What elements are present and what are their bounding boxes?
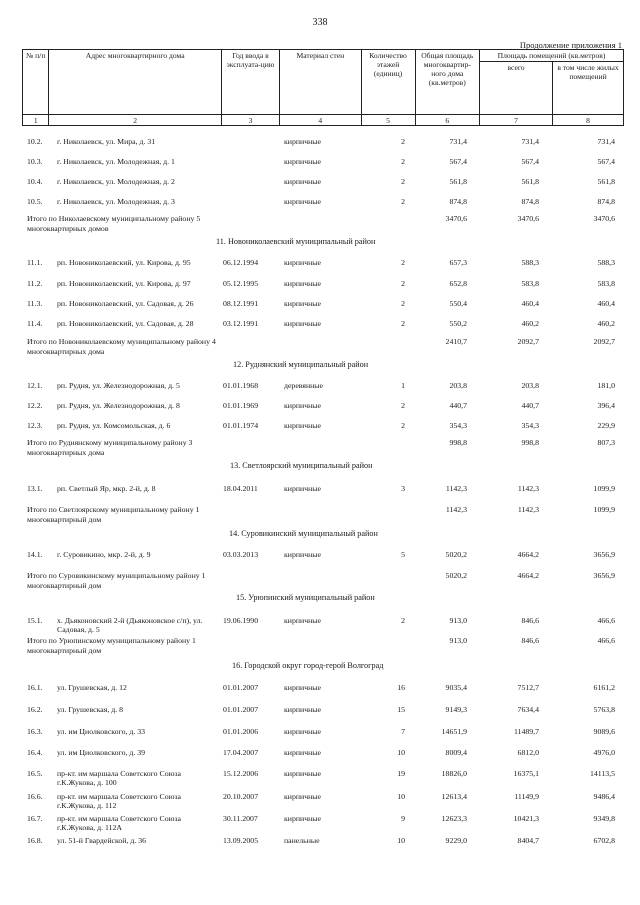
row-year: 17.04.2007	[223, 748, 259, 757]
row-address: ул. им Циолковского, д. 33	[57, 727, 146, 736]
row-number: 13.1.	[27, 484, 43, 493]
row-material: кирпичные	[284, 727, 321, 736]
col-number: 7	[480, 115, 553, 126]
row-material: кирпичные	[284, 279, 321, 288]
section-title: 14. Суровикинский муниципальный район	[229, 529, 378, 538]
row-total-area: 12623,3	[441, 814, 467, 823]
row-floors: 16	[397, 683, 405, 692]
col-number: 3	[221, 115, 279, 126]
total-area: 5020,2	[445, 571, 467, 580]
row-address: пр-кт. им маршала Советского Союза г.К.Жукова, д. 100	[57, 769, 181, 787]
row-address: рп. Новониколаевский, ул. Садовая, д. 28	[57, 319, 194, 328]
total-label: Итого по Николаевскому муниципальному району 5 многоквартирных домов	[27, 214, 201, 233]
col-number: 1	[23, 115, 49, 126]
row-floors: 15	[397, 705, 405, 714]
row-address: ул. 51-й Гвардейской, д. 36	[57, 836, 146, 845]
row-area-all: 203,8	[521, 381, 539, 390]
total-area-all: 1142,3	[517, 505, 539, 514]
row-material: кирпичные	[284, 705, 321, 714]
row-total-area: 1142,3	[445, 484, 467, 493]
row-number: 11.2.	[27, 279, 43, 288]
row-floors: 2	[401, 401, 405, 410]
row-area-all: 16375,1	[513, 769, 539, 778]
row-total-area: 874,8	[449, 197, 467, 206]
page-number: 338	[312, 17, 328, 28]
row-year: 05.12.1995	[223, 279, 259, 288]
row-address: ул. им Циолковского, д. 39	[57, 748, 146, 757]
row-total-area: 440,7	[449, 401, 467, 410]
row-area-all: 567,4	[521, 157, 539, 166]
row-area-residential: 181,0	[597, 381, 615, 390]
row-material: кирпичные	[284, 137, 321, 146]
row-total-area: 14651,9	[441, 727, 467, 736]
row-material: кирпичные	[284, 484, 321, 493]
header-floors: Количество этажей (единиц)	[361, 50, 415, 115]
row-area-residential: 731,4	[597, 137, 615, 146]
row-material: кирпичные	[284, 401, 321, 410]
header-num: № п/п	[23, 50, 49, 115]
row-total-area: 550,4	[449, 299, 467, 308]
total-area-residential: 2092,7	[593, 337, 615, 346]
row-number: 16.2.	[27, 705, 43, 714]
col-number: 2	[49, 115, 221, 126]
row-address: г. Николаевск, ул. Молодежная, д. 3	[57, 197, 175, 206]
row-total-area: 8009,4	[445, 748, 467, 757]
total-area: 3470,6	[445, 214, 467, 223]
header-premises-area: Площадь помещений (кв.метров)	[480, 50, 624, 62]
row-material: кирпичные	[284, 616, 321, 625]
row-area-residential: 9349,8	[593, 814, 615, 823]
row-floors: 10	[397, 792, 405, 801]
row-material: кирпичные	[284, 157, 321, 166]
header-all: всего	[480, 62, 553, 115]
row-total-area: 354,3	[449, 421, 467, 430]
row-area-all: 7512,7	[517, 683, 539, 692]
row-material: кирпичные	[284, 550, 321, 559]
row-material: кирпичные	[284, 748, 321, 757]
row-material: кирпичные	[284, 792, 321, 801]
header-address: Адрес многоквартирного дома	[49, 50, 221, 115]
total-area-residential: 807,3	[597, 438, 615, 447]
row-total-area: 9229,0	[445, 836, 467, 845]
table-header	[22, 49, 624, 126]
row-area-all: 583,8	[521, 279, 539, 288]
row-address: рп. Новониколаевский, ул. Кирова, д. 97	[57, 279, 191, 288]
total-area-all: 998,8	[521, 438, 539, 447]
total-area-all: 2092,7	[517, 337, 539, 346]
row-area-residential: 1099,9	[593, 484, 615, 493]
row-area-all: 846,6	[521, 616, 539, 625]
col-number: 5	[361, 115, 415, 126]
row-area-all: 8404,7	[517, 836, 539, 845]
row-material: кирпичные	[284, 299, 321, 308]
row-area-residential: 588,3	[597, 258, 615, 267]
row-address: г. Николаевск, ул. Молодежная, д. 1	[57, 157, 175, 166]
total-area-residential: 1099,9	[593, 505, 615, 514]
row-total-area: 652,8	[449, 279, 467, 288]
row-number: 16.7.	[27, 814, 43, 823]
row-address: рп. Рудня, ул. Железнодорожная, д. 5	[57, 381, 180, 390]
row-area-residential: 396,4	[597, 401, 615, 410]
row-area-all: 1142,3	[517, 484, 539, 493]
row-material: кирпичные	[284, 683, 321, 692]
section-title: 11. Новониколаевский муниципальный район	[216, 237, 376, 246]
row-year: 01.01.1968	[223, 381, 259, 390]
row-floors: 2	[401, 299, 405, 308]
row-address: пр-кт. им маршала Советского Союза г.К.Жукова, д. 112А	[57, 814, 181, 832]
section-title: 15. Урюпинский муниципальный район	[236, 593, 375, 602]
row-total-area: 203,8	[449, 381, 467, 390]
row-total-area: 913,0	[449, 616, 467, 625]
row-year: 30.11.2007	[223, 814, 258, 823]
row-area-all: 460,4	[521, 299, 539, 308]
row-number: 10.5.	[27, 197, 43, 206]
row-material: деревянные	[284, 381, 323, 390]
row-year: 01.01.2006	[223, 727, 259, 736]
row-floors: 2	[401, 137, 405, 146]
total-label: Итого по Светлоярскому муниципальному району 1 многоквартирный дом	[27, 505, 200, 524]
row-floors: 2	[401, 616, 405, 625]
row-number: 16.4.	[27, 748, 43, 757]
row-floors: 2	[401, 157, 405, 166]
row-total-area: 657,3	[449, 258, 467, 267]
row-year: 19.06.1990	[223, 616, 259, 625]
row-area-residential: 9486,4	[593, 792, 615, 801]
row-floors: 10	[397, 836, 405, 845]
row-area-residential: 874,8	[597, 197, 615, 206]
row-area-residential: 460,2	[597, 319, 615, 328]
section-title: 12. Руднянский муниципальный район	[233, 360, 369, 369]
total-area-residential: 3656,9	[593, 571, 615, 580]
row-area-all: 460,2	[521, 319, 539, 328]
row-address: рп. Новониколаевский, ул. Садовая, д. 26	[57, 299, 194, 308]
section-title: 13. Светлоярский муниципальный район	[230, 461, 373, 470]
row-year: 01.01.1969	[223, 401, 259, 410]
row-area-all: 561,8	[521, 177, 539, 186]
row-area-residential: 229,9	[597, 421, 615, 430]
row-year: 01.01.2007	[223, 683, 259, 692]
row-number: 16.1.	[27, 683, 43, 692]
row-address: х. Дьяконовский 2-й (Дьяконовское с/п), ул. Садовая, д. 5	[57, 616, 203, 634]
row-number: 11.4.	[27, 319, 43, 328]
section-title: 16. Городской округ город-герой Волгоград	[232, 661, 384, 670]
total-label: Итого по Суровикинскому муниципальному району 1 многоквартирный дом	[27, 571, 206, 590]
total-area-all: 4664,2	[517, 571, 539, 580]
row-total-area: 9035,4	[445, 683, 467, 692]
row-floors: 7	[401, 727, 405, 736]
row-address: рп. Новониколаевский, ул. Кирова, д. 95	[57, 258, 191, 267]
row-area-residential: 4976,0	[593, 748, 615, 757]
row-year: 18.04.2011	[223, 484, 258, 493]
row-year: 15.12.2006	[223, 769, 259, 778]
row-floors: 2	[401, 279, 405, 288]
col-number: 8	[553, 115, 624, 126]
row-area-all: 874,8	[521, 197, 539, 206]
row-area-all: 4664,2	[517, 550, 539, 559]
row-area-all: 588,3	[521, 258, 539, 267]
row-area-all: 11149,9	[514, 792, 539, 801]
row-address: г. Николаевск, ул. Молодежная, д. 2	[57, 177, 175, 186]
row-area-all: 354,3	[521, 421, 539, 430]
header-residential: в том числе жилых помещений	[553, 62, 624, 115]
row-area-residential: 460,4	[597, 299, 615, 308]
row-address: г. Суровикино, мкр. 2-й, д. 9	[57, 550, 151, 559]
row-material: кирпичные	[284, 421, 321, 430]
row-floors: 2	[401, 177, 405, 186]
row-year: 01.01.2007	[223, 705, 259, 714]
row-area-all: 11489,7	[513, 727, 539, 736]
row-number: 16.3.	[27, 727, 43, 736]
row-area-residential: 583,8	[597, 279, 615, 288]
row-address: рп. Светлый Яр, мкр. 2-й, д. 8	[57, 484, 156, 493]
row-total-area: 550,2	[449, 319, 467, 328]
row-total-area: 561,8	[449, 177, 467, 186]
row-number: 12.2.	[27, 401, 43, 410]
row-total-area: 5020,2	[445, 550, 467, 559]
row-year: 06.12.1994	[223, 258, 259, 267]
row-area-residential: 466,6	[597, 616, 615, 625]
row-area-residential: 561,8	[597, 177, 615, 186]
row-number: 11.3.	[27, 299, 43, 308]
row-number: 16.5.	[27, 769, 43, 778]
row-material: кирпичные	[284, 177, 321, 186]
row-floors: 1	[401, 381, 405, 390]
row-area-residential: 567,4	[597, 157, 615, 166]
row-year: 03.03.2013	[223, 550, 259, 559]
col-number: 6	[415, 115, 480, 126]
row-material: кирпичные	[284, 319, 321, 328]
row-area-all: 10421,3	[513, 814, 539, 823]
row-area-residential: 3656,9	[593, 550, 615, 559]
total-area-all: 846,6	[521, 636, 539, 645]
row-number: 12.3.	[27, 421, 43, 430]
row-floors: 2	[401, 258, 405, 267]
continuation-note: Продолжение приложения 1	[519, 40, 622, 50]
total-label: Итого по Новониколаевскому муниципальному району 4 многоквартирных дома	[27, 337, 216, 356]
row-total-area: 12613,4	[441, 792, 467, 801]
row-floors: 2	[401, 197, 405, 206]
row-number: 10.2.	[27, 137, 43, 146]
row-number: 14.1.	[27, 550, 43, 559]
header-year: Год ввода в эксплуата-цию	[221, 50, 279, 115]
col-number: 4	[280, 115, 361, 126]
row-total-area: 9149,3	[445, 705, 467, 714]
row-area-all: 731,4	[521, 137, 539, 146]
row-floors: 5	[401, 550, 405, 559]
total-label: Итого по Урюпинскому муниципальному району 1 многоквартирный дом	[27, 636, 196, 655]
row-material: кирпичные	[284, 258, 321, 267]
header-total-area: Общая площадь многоквартир-ного дома (кв.метров)	[415, 50, 480, 115]
total-area: 1142,3	[445, 505, 467, 514]
row-number: 16.8.	[27, 836, 43, 845]
row-total-area: 731,4	[449, 137, 467, 146]
total-area: 913,0	[449, 636, 467, 645]
row-number: 10.4.	[27, 177, 43, 186]
row-material: кирпичные	[284, 769, 321, 778]
row-address: рп. Рудня, ул. Комсомольская, д. 6	[57, 421, 171, 430]
row-year: 03.12.1991	[223, 319, 259, 328]
row-floors: 2	[401, 319, 405, 328]
row-address: г. Николаевск, ул. Мира, д. 31	[57, 137, 156, 146]
row-area-residential: 5763,8	[593, 705, 615, 714]
row-material: кирпичные	[284, 197, 321, 206]
row-number: 10.3.	[27, 157, 43, 166]
row-material: панельные	[284, 836, 320, 845]
row-address: рп. Рудня, ул. Железнодорожная, д. 8	[57, 401, 180, 410]
row-total-area: 18826,0	[441, 769, 467, 778]
row-floors: 19	[397, 769, 405, 778]
row-year: 20.10.2007	[223, 792, 259, 801]
row-number: 12.1.	[27, 381, 43, 390]
row-area-residential: 6161,2	[593, 683, 615, 692]
row-area-residential: 6702,8	[593, 836, 615, 845]
row-number: 11.1.	[27, 258, 43, 267]
row-area-all: 6812,0	[517, 748, 539, 757]
row-number: 16.6.	[27, 792, 43, 801]
row-number: 15.1.	[27, 616, 43, 625]
row-area-residential: 14113,5	[589, 769, 615, 778]
total-area: 998,8	[449, 438, 467, 447]
row-address: ул. Грушевская, д. 12	[57, 683, 127, 692]
total-area-all: 3470,6	[517, 214, 539, 223]
row-floors: 10	[397, 748, 405, 757]
header-material: Материал стен	[280, 50, 361, 115]
row-floors: 9	[401, 814, 405, 823]
total-area-residential: 3470,6	[593, 214, 615, 223]
row-area-all: 7634,4	[517, 705, 539, 714]
total-area: 2410,7	[445, 337, 467, 346]
total-area-residential: 466,6	[597, 636, 615, 645]
row-year: 01.01.1974	[223, 421, 259, 430]
row-address: ул. Грушевская, д. 8	[57, 705, 123, 714]
row-year: 13.09.2005	[223, 836, 259, 845]
row-material: кирпичные	[284, 814, 321, 823]
total-label: Итого по Руднянскому муниципальному району 3 многоквартирных дома	[27, 438, 193, 457]
row-address: пр-кт. им маршала Советского Союза г.К.Жукова, д. 112	[57, 792, 181, 810]
row-total-area: 567,4	[449, 157, 467, 166]
row-area-residential: 9089,6	[593, 727, 615, 736]
row-year: 08.12.1991	[223, 299, 259, 308]
row-floors: 2	[401, 421, 405, 430]
row-floors: 3	[401, 484, 405, 493]
row-area-all: 440,7	[521, 401, 539, 410]
